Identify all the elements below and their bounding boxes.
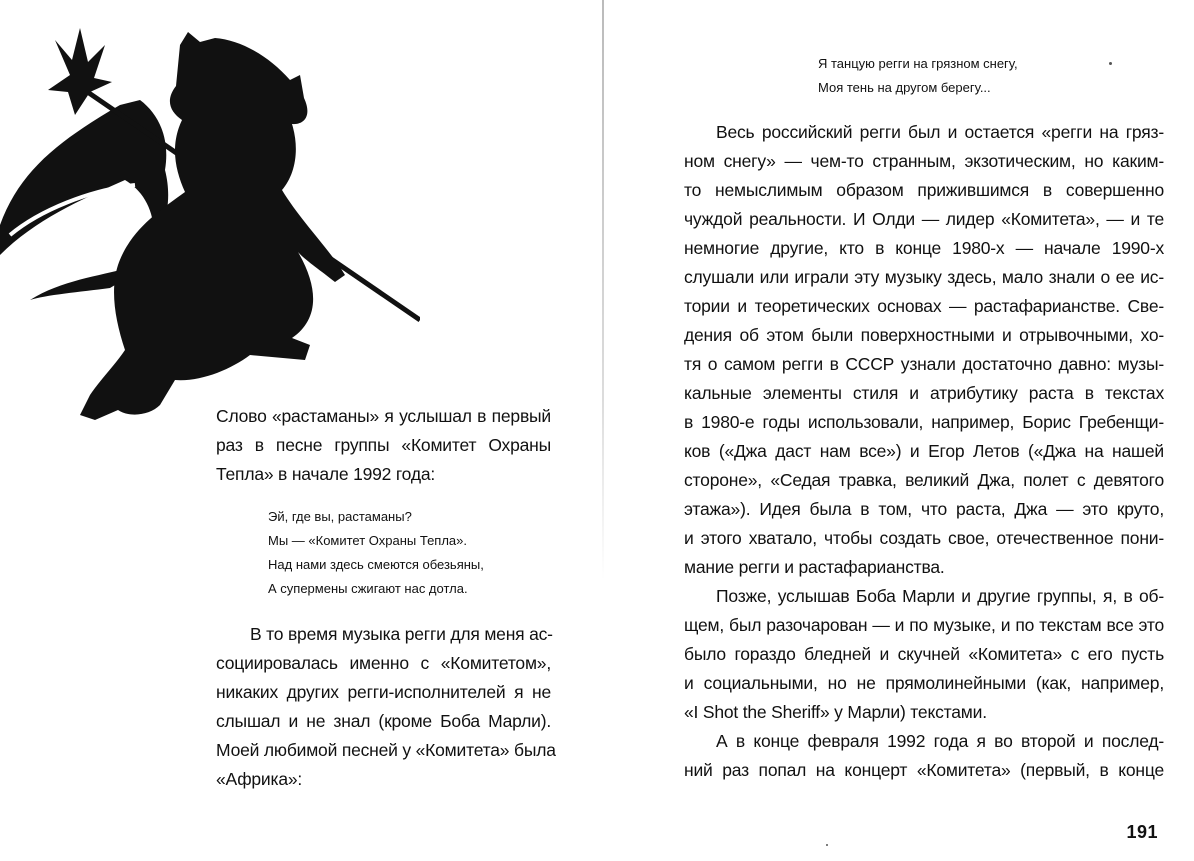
text-line: слушали или играли эту музыку здесь, мало знали о ее ис-	[684, 267, 1164, 287]
text-line: мание регги и растафарианства.	[684, 557, 945, 577]
text-line: В то время музыка регги для меня ас-	[250, 624, 553, 644]
text-line: то немыслимым образом прижившимся в совершенно	[684, 180, 1164, 200]
verse-line: Моя тень на другом берегу...	[818, 80, 991, 95]
page-number: 191	[1126, 822, 1158, 842]
text-line: кальные элементы стиля и атрибутику раста в текстах	[684, 383, 1164, 403]
text-line: немногие другие, кто в конце 1980-х — начале 1990-х	[684, 238, 1164, 258]
text-line: раз в песне группы «Комитет Охраны	[216, 435, 551, 455]
bear-silhouette-illustration	[0, 20, 420, 420]
text-line: ков («Джа даст нам все») и Егор Летов («Джа на нашей	[684, 441, 1164, 461]
text-line: в 1980-е годы использовали, например, Борис Гребенщи-	[684, 412, 1164, 432]
text-line: слышал и не знал (кроме Боба Марли).	[216, 711, 551, 731]
verse-block	[818, 52, 1018, 100]
verse-line: Над нами здесь смеются обезьяны,	[268, 557, 484, 572]
paragraph	[216, 620, 556, 794]
paragraph-3	[684, 727, 1164, 785]
text-line: тории и теоретических основах — растафарианстве. Све-	[684, 296, 1164, 316]
text-line: тя о самом регги в СССР узнали достаточно давно: музы-	[684, 354, 1164, 374]
text-line: Слово «растаманы» я услышал в первый	[216, 406, 551, 426]
verse-line: Эй, где вы, растаманы?	[268, 509, 412, 524]
print-speck	[1109, 62, 1112, 65]
text-line: чуждой реальности. И Олди — лидер «Комитета», — и те	[684, 209, 1164, 229]
text-line: «Африка»:	[216, 769, 303, 789]
text-line: Позже, услышав Боба Марли и другие группы, я, в об-	[716, 586, 1164, 606]
verse-line: Я танцую регги на грязном снегу,	[818, 56, 1018, 71]
text-line: социировалась именно с «Комитетом»,	[216, 653, 551, 673]
text-line: дения об этом были поверхностными и отрывочными, хо-	[684, 325, 1164, 345]
text-line: никаких других регги-исполнителей я не	[216, 682, 551, 702]
text-line: щем, был разочарован — и по музыке, и по текстам все это	[684, 615, 1164, 635]
verse-line: Мы — «Комитет Охраны Тепла».	[268, 533, 467, 548]
text-line: Моей любимой песней у «Комитета» была	[216, 740, 556, 760]
intro-paragraph	[216, 402, 551, 489]
paragraph-1	[684, 118, 1164, 582]
verse-block	[268, 505, 484, 601]
text-line: ний раз попал на концерт «Комитета» (первый, в конце	[684, 760, 1164, 780]
text-line: и социальными, но не прямолинейными (как, например,	[684, 673, 1164, 693]
text-line: ном снегу» — чем-то странным, экзотическим, но каким-	[684, 151, 1164, 171]
text-line: Тепла» в начале 1992 года:	[216, 464, 436, 484]
verse-line: А супермены сжигают нас дотла.	[268, 581, 468, 596]
paragraph-2	[684, 582, 1164, 727]
text-line: было гораздо бледней и скучней «Комитета» с его пусть	[684, 644, 1164, 664]
text-line: «I Shot the Sheriff» у Марли) текстами.	[684, 702, 987, 722]
text-line: А в конце февраля 1992 года я во второй и послед-	[716, 731, 1164, 751]
bear-body	[80, 32, 345, 420]
text-line: и этого хватало, чтобы создать свое, отечественное пони-	[684, 528, 1164, 548]
print-speck	[826, 844, 828, 846]
right-page	[604, 0, 1194, 861]
text-line: этажа»). Идея была в том, что раста, Джа — это круто,	[684, 499, 1164, 519]
text-line: Весь российский регги был и остается «регги на гряз-	[716, 122, 1164, 142]
text-line: стороне», «Седая травка, великий Джа, полет с девятого	[684, 470, 1164, 490]
